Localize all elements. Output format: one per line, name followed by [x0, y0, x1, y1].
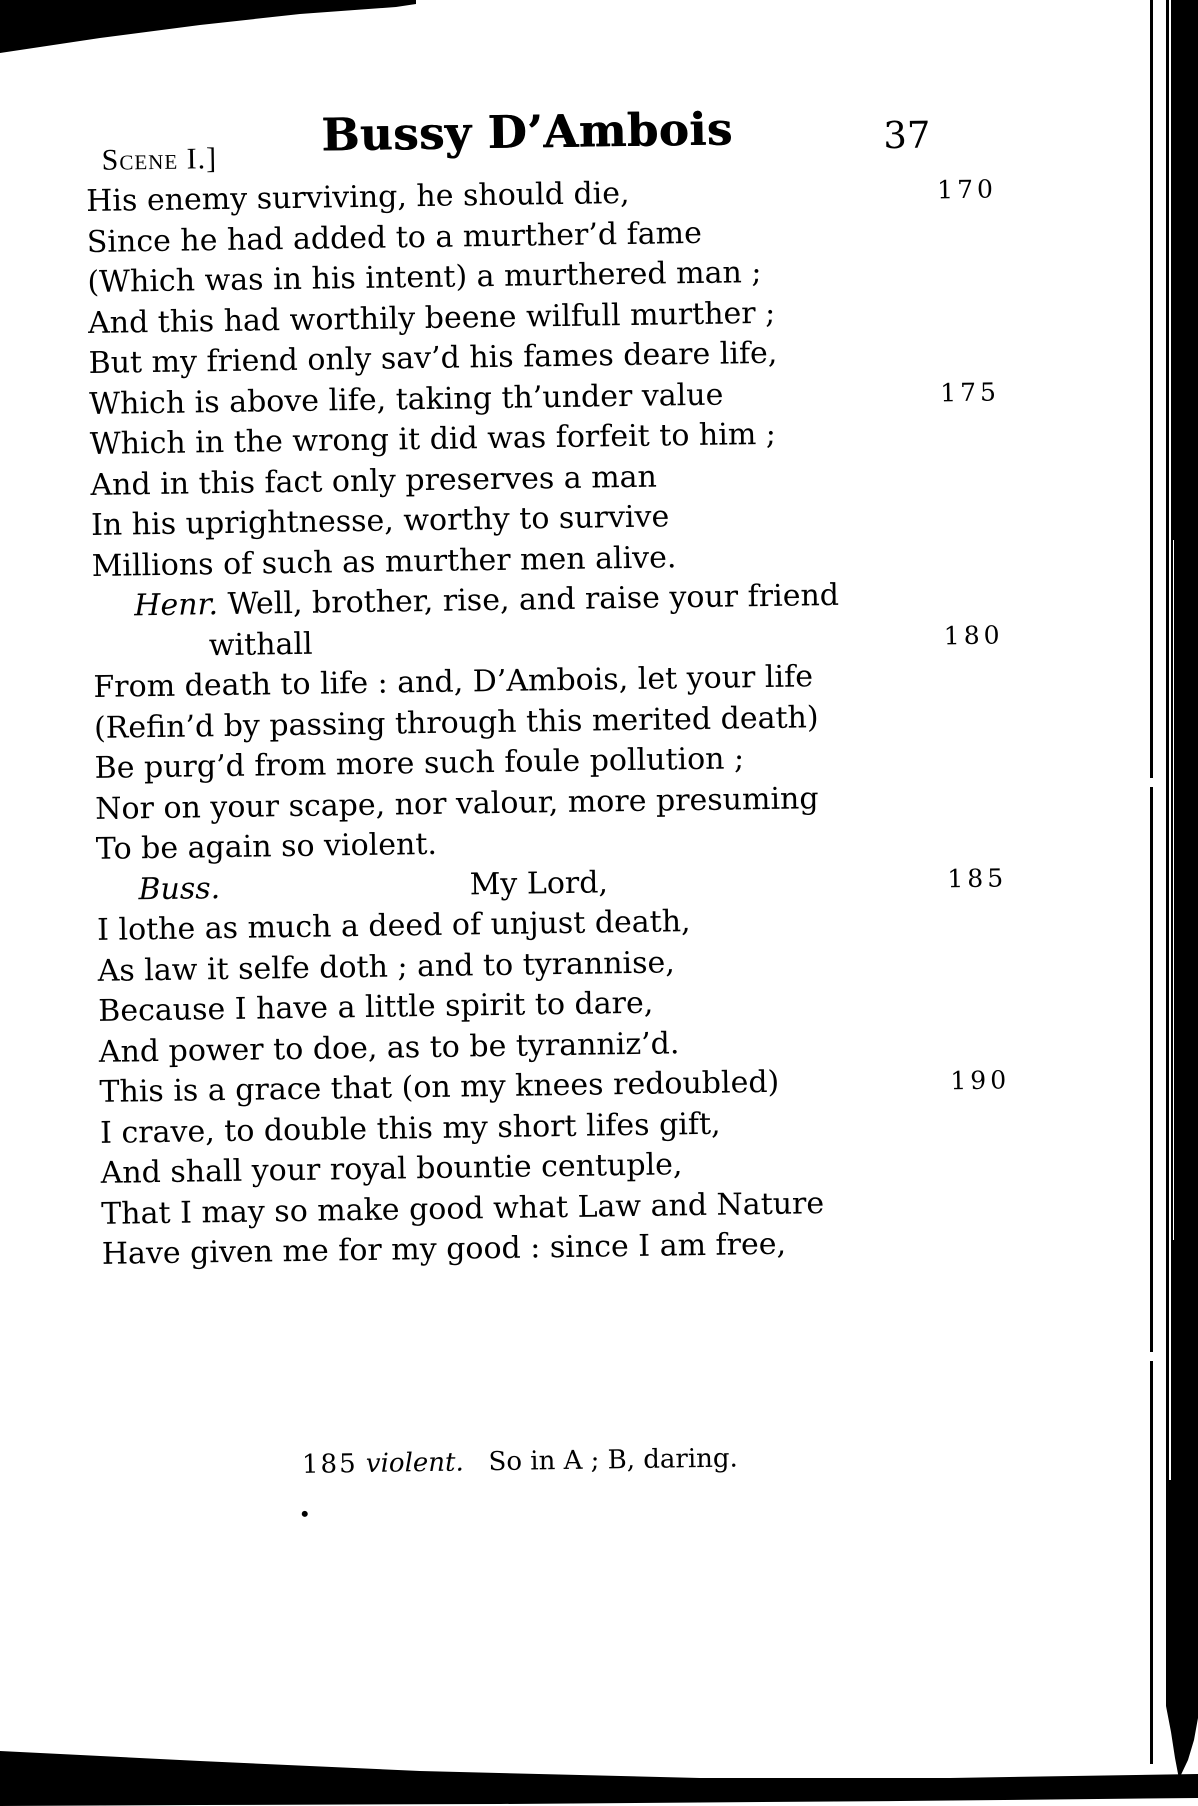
verse-text: Well, brother, rise, and raise your friend — [227, 577, 840, 622]
running-title: Bussy D’Ambois — [320, 102, 734, 162]
verse-half-line-gap — [230, 894, 470, 898]
verse-text: In his uprightnesse, worthy to survive — [90, 499, 670, 543]
verse-text: My Lord, — [469, 864, 609, 902]
verse-text: Since he had added to a murther’d fame — [86, 215, 703, 260]
verse-text: I lothe as much a deed of unjust death, — [96, 904, 691, 948]
verse-text: His enemy surviving, he should die, — [86, 175, 630, 219]
verse-text: Because I have a little spirit to dare, — [98, 985, 654, 1029]
speaker-name: Henr. — [134, 587, 219, 624]
verse-text: And this had worthily beene wilfull murther ; — [87, 295, 776, 341]
line-number: 190 — [950, 1065, 1011, 1096]
scan-edge-line-gap — [1150, 778, 1153, 787]
verse-lines — [86, 167, 1112, 1275]
scan-edge-line — [1150, 0, 1153, 1764]
verse-text: But my friend only sav’d his fames deare life, — [88, 335, 778, 381]
verse-text: Which in the wrong it did was forfeit to him ; — [89, 416, 777, 462]
line-number: 185 — [947, 862, 1008, 893]
line-number: 170 — [936, 174, 998, 205]
line-number: 180 — [943, 619, 1004, 650]
line-number: 175 — [939, 376, 1001, 407]
verse-text: Have given me for my good : since I am free, — [101, 1226, 787, 1272]
verse-text: From death to life : and, D’Ambois, let your life — [93, 659, 814, 705]
scan-edge-white-streak — [1169, 0, 1171, 1480]
verse-text: withall — [208, 626, 313, 663]
footnote — [302, 1443, 738, 1479]
speaker-name: Buss. — [138, 870, 221, 907]
ink-speck — [302, 1511, 308, 1517]
verse-text: Be purg’d from more such foule pollution ; — [94, 741, 745, 786]
verse-text: And in this fact only preserves a man — [90, 459, 658, 503]
verse-text: Nor on your scape, nor valour, more presuming — [95, 780, 819, 827]
verse-text: (Which was in his intent) a murthered man ; — [87, 254, 762, 300]
footnote-text: So in A ; B, daring. — [488, 1443, 739, 1478]
verse-text: That I may so make good what Law and Nature — [101, 1185, 825, 1232]
verse-text: Which is above life, taking th’under value — [89, 377, 724, 422]
scan-edge-line-gap — [1150, 1352, 1153, 1361]
verse-text: To be again so violent. — [95, 826, 438, 867]
verse-text: As law it selfe doth ; and to tyrannise, — [97, 944, 676, 989]
verse-text: Millions of such as murther men alive. — [91, 539, 677, 584]
page-number: 37 — [883, 113, 931, 158]
footnote-line-number: 185 — [301, 1449, 358, 1480]
footnote-lemma: violent. — [365, 1447, 464, 1479]
verse-text: And power to doe, as to be tyranniz’d. — [98, 1025, 680, 1070]
scene-heading: Scene I.] — [101, 142, 218, 177]
verse-text: (Refin’d by passing through this merited death) — [93, 699, 819, 746]
verse-text: I crave, to double this my short lifes gift, — [99, 1106, 721, 1151]
scan-edge-white-streak — [1173, 540, 1174, 1240]
verse-text: This is a grace that (on my knees redoubled) — [99, 1064, 780, 1110]
verse-text: And shall your royal bountie centuple, — [100, 1147, 683, 1191]
